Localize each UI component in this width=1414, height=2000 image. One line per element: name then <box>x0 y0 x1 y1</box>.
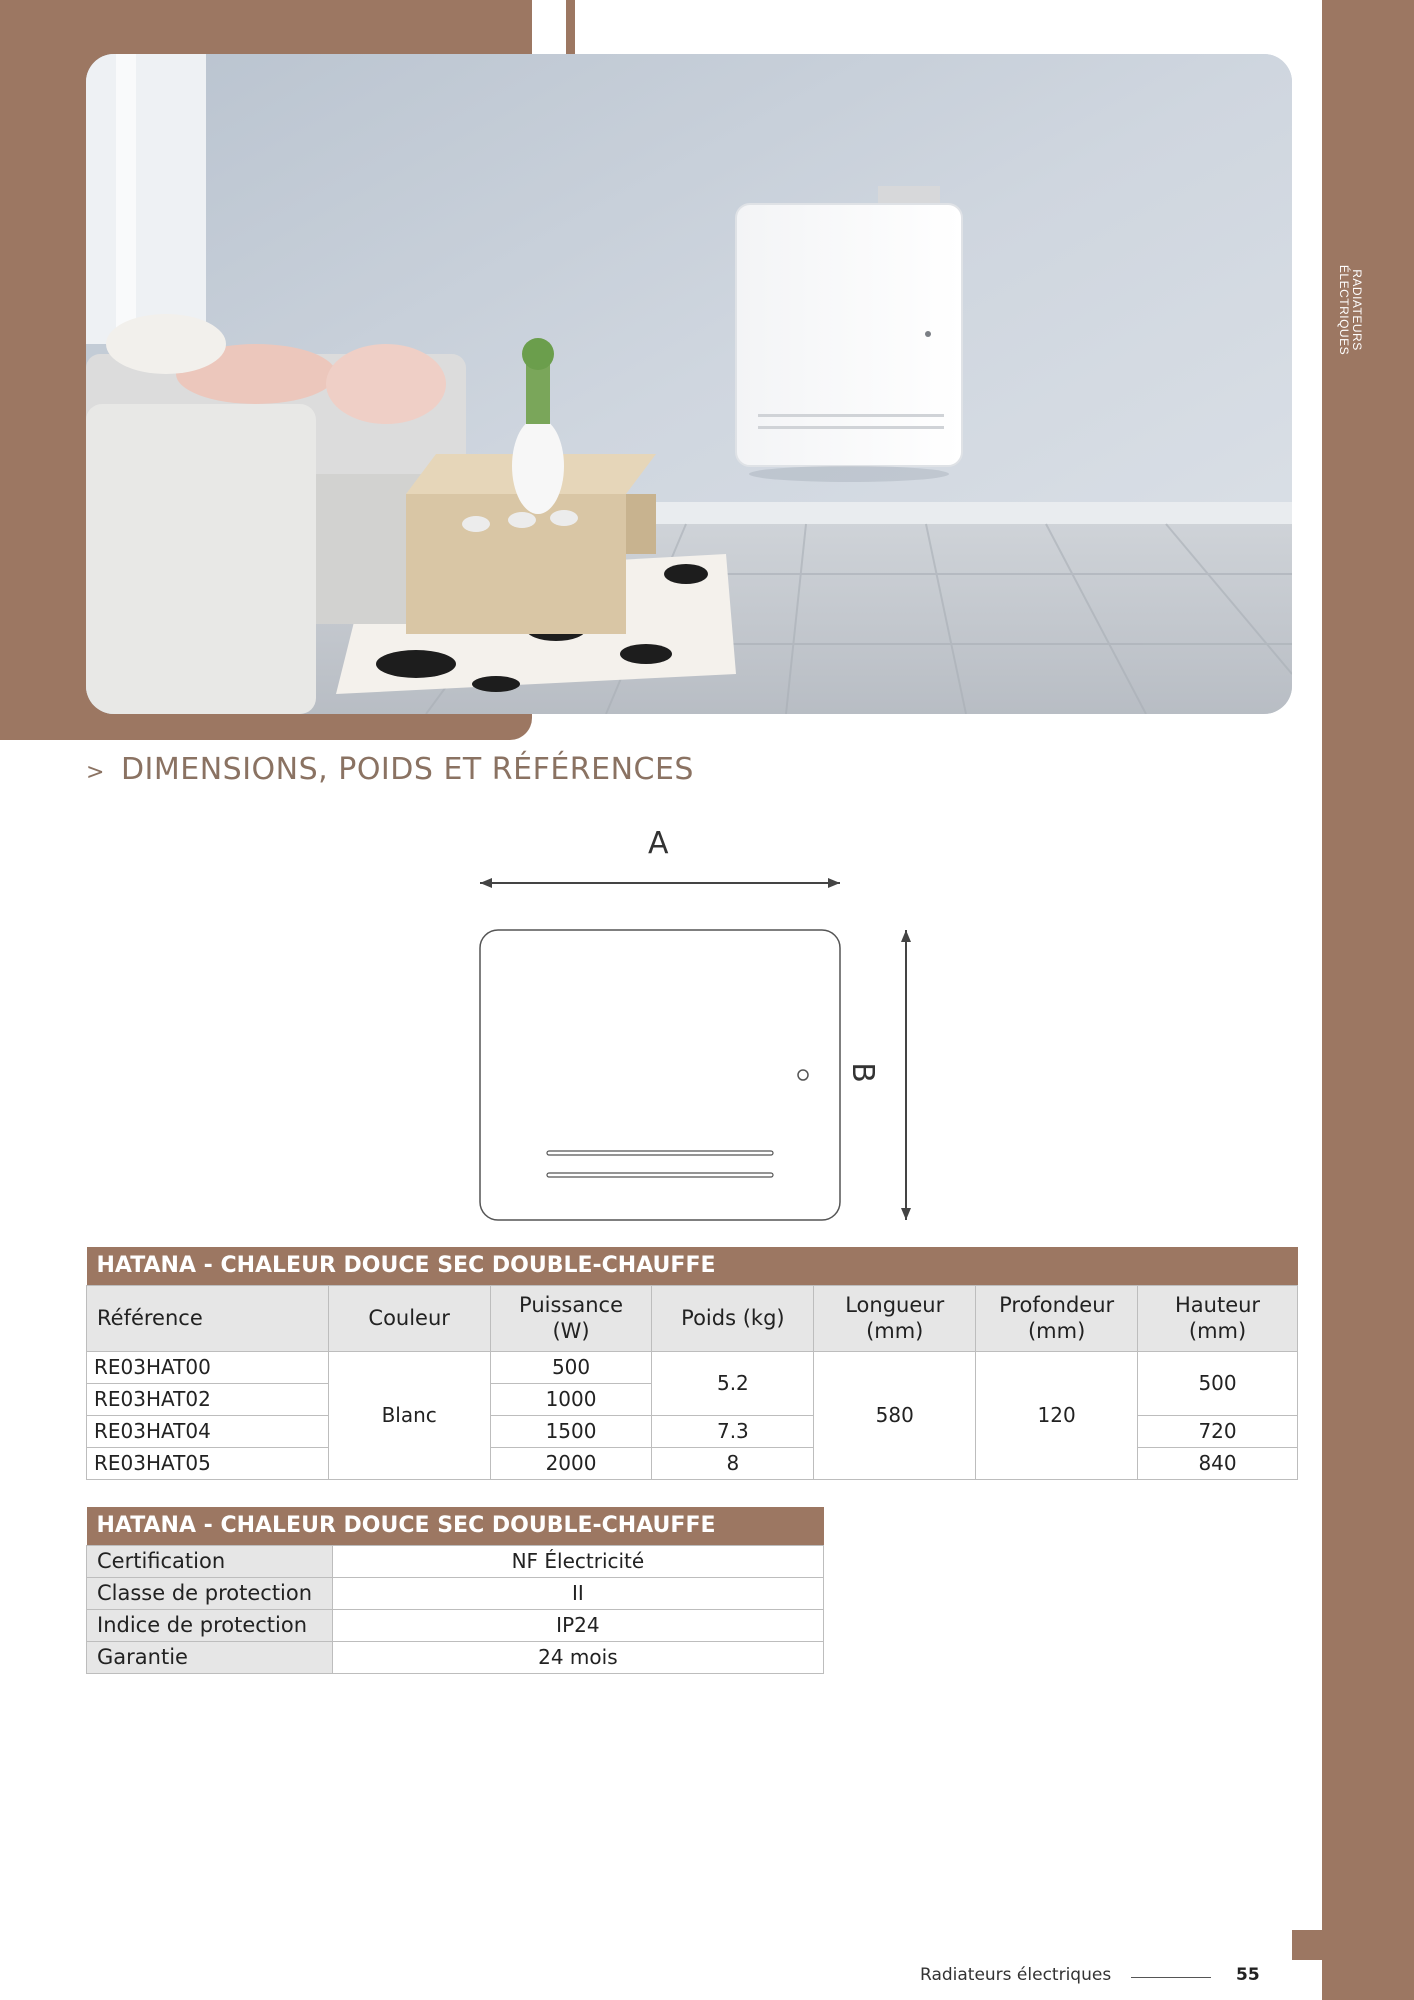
feature-label: Indice de protection <box>87 1609 333 1641</box>
specs-table <box>86 1247 1298 1480</box>
section-title <box>86 752 694 787</box>
reference-cell: RE03HAT00 <box>87 1351 329 1383</box>
feature-label: Classe de protection <box>87 1577 333 1609</box>
col-header-puissance-line2: (W) <box>552 1319 590 1343</box>
hauteur-cell: 840 <box>1138 1447 1298 1479</box>
col-header-hauteur-line1: Hauteur <box>1175 1293 1261 1317</box>
side-label-line-2: ÉLECTRIQUES <box>1337 264 1351 356</box>
poids-cell: 8 <box>652 1447 814 1479</box>
feature-value: II <box>332 1577 823 1609</box>
section-title-text: DIMENSIONS, POIDS ET RÉFÉRENCES <box>120 752 694 787</box>
header-accent-bar <box>566 0 575 54</box>
dimension-a-label: A <box>648 826 669 861</box>
feature-value: IP24 <box>332 1609 823 1641</box>
table-row <box>87 1351 1298 1383</box>
poids-cell: 5.2 <box>652 1351 814 1415</box>
col-header-couleur: Couleur <box>328 1285 490 1351</box>
col-header-puissance-line1: Puissance <box>519 1293 624 1317</box>
profondeur-cell: 120 <box>976 1351 1138 1479</box>
poids-cell: 7.3 <box>652 1415 814 1447</box>
chevron-right-icon: > <box>86 760 105 785</box>
dimension-diagram <box>460 820 920 1230</box>
reference-cell: RE03HAT04 <box>87 1415 329 1447</box>
features-table <box>86 1507 824 1674</box>
footer-section-name: Radiateurs électriques <box>920 1965 1112 1985</box>
hauteur-cell: 720 <box>1138 1415 1298 1447</box>
header-block-notch <box>532 0 566 54</box>
col-header-longueur-line2: (mm) <box>866 1319 924 1343</box>
col-header-hauteur <box>1138 1285 1298 1351</box>
product-photo <box>86 54 1292 714</box>
puissance-cell: 1000 <box>490 1383 652 1415</box>
table-row <box>87 1641 824 1673</box>
footer-tab <box>1292 1930 1322 1960</box>
col-header-profondeur <box>976 1285 1138 1351</box>
puissance-cell: 1500 <box>490 1415 652 1447</box>
page-number: 55 <box>1236 1965 1260 1985</box>
features-table-caption: HATANA - CHALEUR DOUCE SEC DOUBLE-CHAUFFE <box>87 1507 824 1545</box>
reference-cell: RE03HAT02 <box>87 1383 329 1415</box>
feature-value: 24 mois <box>332 1641 823 1673</box>
feature-value: NF Électricité <box>332 1545 823 1577</box>
table-row <box>87 1609 824 1641</box>
longueur-cell: 580 <box>814 1351 976 1479</box>
puissance-cell: 500 <box>490 1351 652 1383</box>
col-header-poids: Poids (kg) <box>652 1285 814 1351</box>
col-header-puissance <box>490 1285 652 1351</box>
footer-divider <box>1131 1977 1211 1978</box>
feature-label: Garantie <box>87 1641 333 1673</box>
couleur-cell: Blanc <box>328 1351 490 1479</box>
col-header-reference: Référence <box>87 1285 329 1351</box>
side-label-line-1: RADIATEURS <box>1350 269 1364 351</box>
table-row <box>87 1577 824 1609</box>
col-header-hauteur-line2: (mm) <box>1188 1319 1247 1343</box>
hauteur-cell: 500 <box>1138 1351 1298 1415</box>
puissance-cell: 2000 <box>490 1447 652 1479</box>
col-header-longueur-line1: Longueur <box>845 1293 945 1317</box>
section-side-label <box>1335 255 1365 365</box>
col-header-profondeur-line2: (mm) <box>1027 1319 1086 1343</box>
specs-table-caption: HATANA - CHALEUR DOUCE SEC DOUBLE-CHAUFFE <box>87 1247 1298 1285</box>
col-header-profondeur-line1: Profondeur <box>999 1293 1115 1317</box>
col-header-longueur <box>814 1285 976 1351</box>
reference-cell: RE03HAT05 <box>87 1447 329 1479</box>
dimension-b-label: B <box>844 1062 880 1083</box>
feature-label: Certification <box>87 1545 333 1577</box>
table-row <box>87 1545 824 1577</box>
